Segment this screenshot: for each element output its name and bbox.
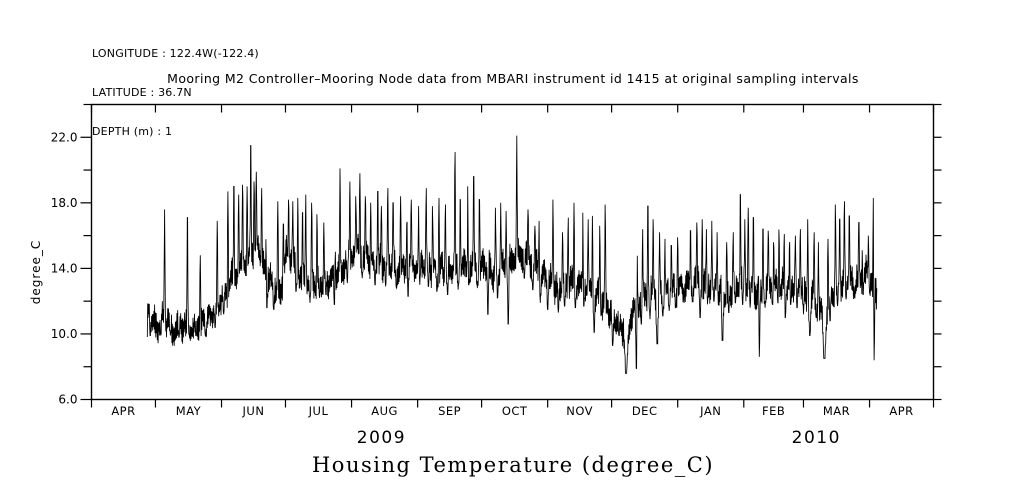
x-tick-label: OCT [501,404,528,418]
x-tick-label: JAN [700,404,722,418]
year-label: 2009 [356,428,407,448]
x-tick-label: NOV [566,404,594,418]
y-tick-label: 6.0 [58,392,78,407]
x-tick-label: MAR [822,404,851,418]
x-tick-label: MAY [175,404,202,418]
x-tick-label: DEC [631,404,658,418]
plot-window: LONGITUDE : 122.4W(-122.4) LATITUDE : 36.7N DEPTH (m) : 1 Mooring M2 Controller–Mooring Node data from MBARI instrument id 1415 at original sampling intervals 6.0 10.0 14.0 18.0 22.0 APR MAY JUN JUL AUG SEP OCT NOV DEC JAN FEB MAR APR 2009 2010 degree_C Housing Temperature (degree_C) [0,0,1009,504]
latitude-label: LATITUDE : 36.7N [92,86,192,99]
year-label: 2010 [791,428,841,448]
y-tick-label: 10.0 [50,326,78,341]
x-tick-label: AUG [371,404,398,418]
x-tick-label: JUN [242,404,265,418]
data-trace [147,136,877,374]
y-tick-label: 14.0 [50,261,78,276]
x-tick-label: SEP [438,404,462,418]
x-tick-label: APR [889,404,914,418]
figure-caption: Housing Temperature (degree_C) [311,453,715,477]
y-tick-label: 22.0 [50,130,78,145]
x-tick-label: FEB [761,404,786,418]
longitude-label: LONGITUDE : 122.4W(-122.4) [92,47,259,60]
x-tick-label: JUL [308,404,329,418]
plot-title: Mooring M2 Controller–Mooring Node data from MBARI instrument id 1415 at original sampling intervals [167,71,859,86]
depth-label: DEPTH (m) : 1 [92,125,173,138]
x-tick-label: APR [111,404,136,418]
y-tick-label: 18.0 [50,195,78,210]
